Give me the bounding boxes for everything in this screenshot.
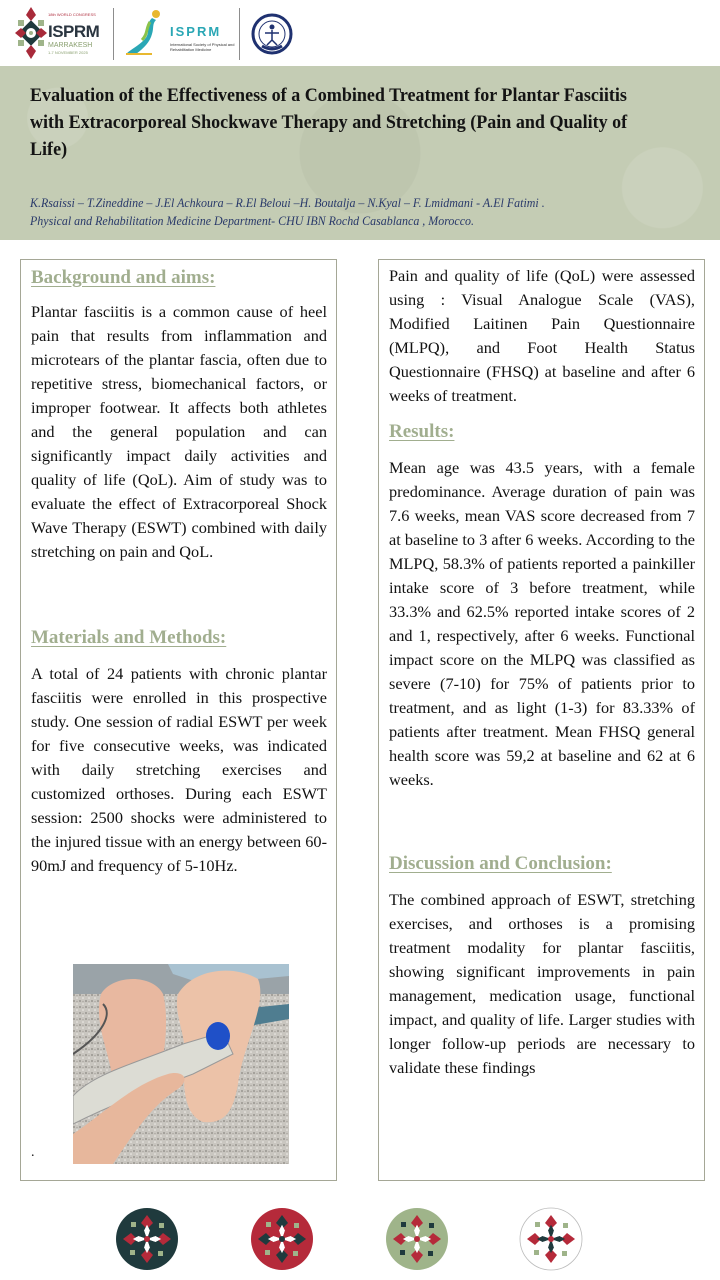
- isprm-society-logo: [122, 4, 235, 62]
- congress-name: ISPRM: [48, 22, 100, 41]
- foot-shockwave-photo-icon: [73, 964, 289, 1164]
- assessment-text: Pain and quality of life (QoL) were assessed using : Visual Analogue Scale (VAS), Modified Laitinen Pain Questionnaire (MLPQ), and Foot Health Status Questionnaire (FHSQ) at baseline and after 6 weeks of treatment.: [389, 266, 695, 405]
- isprm-congress-logo: [14, 4, 106, 62]
- discussion-heading: Discussion and Conclusion:: [389, 853, 612, 874]
- right-panel: [378, 259, 705, 1181]
- methods-continued-section: [389, 264, 695, 408]
- eswt-treatment-photo: [73, 964, 289, 1164]
- left-panel: [20, 259, 337, 1181]
- somaref-logo: [250, 4, 294, 62]
- photo-caption-dot: .: [31, 1145, 35, 1160]
- logo-divider: [113, 8, 114, 60]
- results-section: [389, 420, 695, 792]
- methods-heading: Materials and Methods:: [31, 627, 227, 648]
- results-text: Mean age was 43.5 years, with a female predominance. Average duration of pain was 7.6 weeks, mean VAS score decreased from 7 at baseline to 3 after 6 weeks. According to the MLPQ, 58.3% of patients reported a painkiller intake score of 3 before treatment, while 33.3% and 62.5% reported intake scores of 2 and 1, respectively, after 6 weeks. Functional impact score on the MLPQ was classified as severe (7-10) for 75% of patients prior to treatment, and as light (1-3) for 83.33% of patients after treatment. Mean FHSQ general health score was 59,2 at baseline and 62 at 6 weeks.: [389, 458, 695, 789]
- emblem-dark-icon: [115, 1207, 179, 1271]
- background-section: [31, 266, 327, 564]
- poster-title: Evaluation of the Effectiveness of a Combined Treatment for Plantar Fasciitis with Extracorporeal Shockwave Therapy and Stretching (Pain and Quality of Life): [30, 85, 628, 160]
- discussion-text: The combined approach of ESWT, stretching exercises, and orthoses is a promising treatment modality for plantar fasciitis, showing significant improvements in pain management, medication usage, functional impact, and quality of life. Larger studies with longer follow-up periods are necessary to validate these findings: [389, 890, 695, 1077]
- methods-section: [31, 626, 327, 878]
- society-name: ISPRM: [170, 24, 222, 39]
- emblem-white-icon: [519, 1207, 583, 1271]
- congress-date: 1-7 NOVEMBER 2025: [48, 50, 88, 55]
- logo-bar: [0, 0, 720, 66]
- discussion-section: [389, 852, 695, 1080]
- society-figure-icon: [122, 4, 168, 62]
- emblem-red-icon: [250, 1207, 314, 1271]
- emblem-green-icon: [385, 1207, 449, 1271]
- somaref-seal-icon: [250, 4, 294, 62]
- background-text: Plantar fasciitis is a common cause of heel pain that results from inflammation and microtears of the plantar fascia, often due to repetitive stress, biomechanical factors, or improper footwear. It affects both athletes and the general population and can significantly impact daily activities and quality of life (QoL). Aim of study was to evaluate the effect of Extracorporeal Shock Wave Therapy (ESWT) combined with daily stretching on pain and QoL.: [31, 302, 327, 561]
- affiliation-line: Physical and Rehabilitation Medicine Department- CHU IBN Rochd Casablanca , Morocco.: [30, 213, 474, 228]
- poster-header: [0, 66, 720, 240]
- footer-emblems: [0, 1200, 720, 1280]
- congress-city: MARRAKESH: [48, 42, 93, 49]
- authors-line: K.Rsaissi – T.Zineddine – J.El Achkoura – R.El Beloui –H. Boutalja – N.Kyal – F. Lmidmani - A.El Fatimi .: [30, 195, 545, 210]
- society-subtitle: International Society of Physical and Rehabilitation Medicine: [170, 42, 235, 52]
- results-heading: Results:: [389, 421, 455, 442]
- background-heading: Background and aims:: [31, 267, 216, 288]
- logo-divider: [239, 8, 240, 60]
- author-block: [30, 194, 656, 230]
- congress-subtitle: 18th WORLD CONGRESS: [48, 12, 96, 17]
- methods-text: A total of 24 patients with chronic plantar fasciitis were enrolled in this prospective study. One session of radial ESWT per week for five consecutive weeks, was indicated with daily stretching exercises and customized orthoses. During each ESWT session: 2500 shocks were administered to the injured tissue with an energy between 60-90mJ and frequency of 5-10Hz.: [31, 664, 327, 875]
- congress-emblem-icon: [14, 4, 48, 62]
